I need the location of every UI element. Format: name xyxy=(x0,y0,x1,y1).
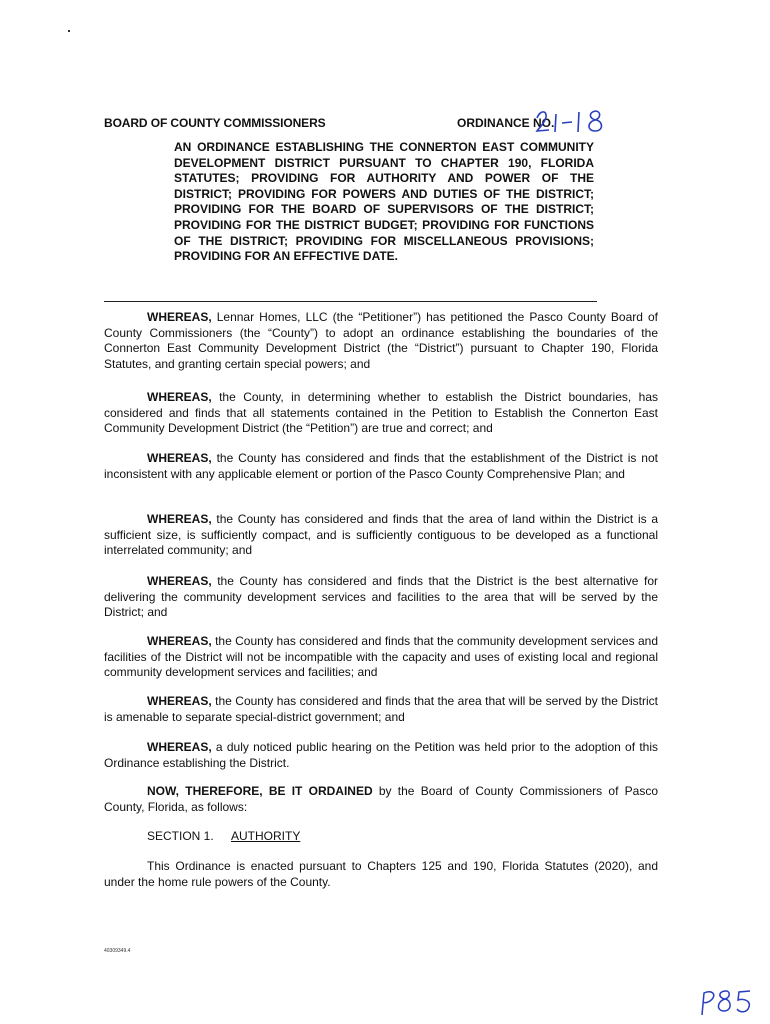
handwritten-ordinance-number xyxy=(534,104,624,136)
scan-speck xyxy=(68,30,70,32)
ordained-paragraph: NOW, THEREFORE, BE IT ORDAINED by the Board of County Commissioners of Pasco County, Florida, as follows: xyxy=(104,784,658,814)
whereas-paragraph-6: WHEREAS, the County has considered and finds that the community development services and facilities of the District will not be incompatible with the capacity and uses of existing local and regional community development services and facilities; and xyxy=(104,634,658,680)
handwritten-page-number xyxy=(698,985,756,1019)
ordinance-label: ORDINANCE NO. xyxy=(457,116,555,130)
whereas-paragraph-1: WHEREAS, Lennar Homes, LLC (the “Petitioner”) has petitioned the Pasco County Board of County Commissioners (the “County”) to adopt an ordinance establishing the boundaries of the Connerton East Community Development District (the “District”) pursuant to Chapter 190, Florida Statutes, and granting certain special powers; and xyxy=(104,310,658,371)
whereas-paragraph-7: WHEREAS, the County has considered and finds that the area that will be served by the District is amenable to separate special-district government; and xyxy=(104,694,658,724)
whereas-paragraph-3: WHEREAS, the County has considered and finds that the establishment of the District is not inconsistent with any applicable element or portion of the Pasco County Comprehensive Plan; and xyxy=(104,451,658,481)
ordinance-title: AN ORDINANCE ESTABLISHING THE CONNERTON EAST COMMUNITY DEVELOPMENT DISTRICT PURSUANT TO CHAPTER 190, FLORIDA STATUTES; PROVIDING FOR AUTHORITY AND POWER OF THE DISTRICT; PROVIDING FOR POWERS AND DUTIES OF THE DISTRICT; PROVIDING FOR THE BOARD OF SUPERVISORS OF THE DISTRICT; PROVIDING FOR THE DISTRICT BUDGET; PROVIDING FOR FUNCTIONS OF THE DISTRICT; PROVIDING FOR MISCELLANEOUS PROVISIONS; PROVIDING FOR AN EFFECTIVE DATE. xyxy=(174,140,594,264)
section-1-text: This Ordinance is enacted pursuant to Chapters 125 and 190, Florida Statutes (2020), and under the home rule powers of the County. xyxy=(104,859,658,889)
section-1-heading xyxy=(147,829,300,843)
whereas-paragraph-4: WHEREAS, the County has considered and finds that the area of land within the District is a sufficient size, is sufficiently compact, and is sufficiently contiguous to be developed as a functional interrelated community; and xyxy=(104,512,658,558)
section-title: AUTHORITY xyxy=(231,829,301,843)
section-number: SECTION 1. xyxy=(147,829,214,843)
board-heading: BOARD OF COUNTY COMMISSIONERS xyxy=(104,116,326,130)
whereas-paragraph-8: WHEREAS, a duly noticed public hearing on the Petition was held prior to the adoption of this Ordinance establishing the District. xyxy=(104,740,658,770)
whereas-paragraph-2: WHEREAS, the County, in determining whether to establish the District boundaries, has considered and finds that all statements contained in the Petition to Establish the Connerton East Community Development District (the “Petition”) are true and correct; and xyxy=(104,390,658,436)
whereas-paragraph-5: WHEREAS, the County has considered and finds that the District is the best alternative for delivering the community development services and facilities to the area that will be served by the District; and xyxy=(104,574,658,620)
document-code: 40309349.4 xyxy=(104,948,131,954)
divider-line xyxy=(104,301,597,302)
